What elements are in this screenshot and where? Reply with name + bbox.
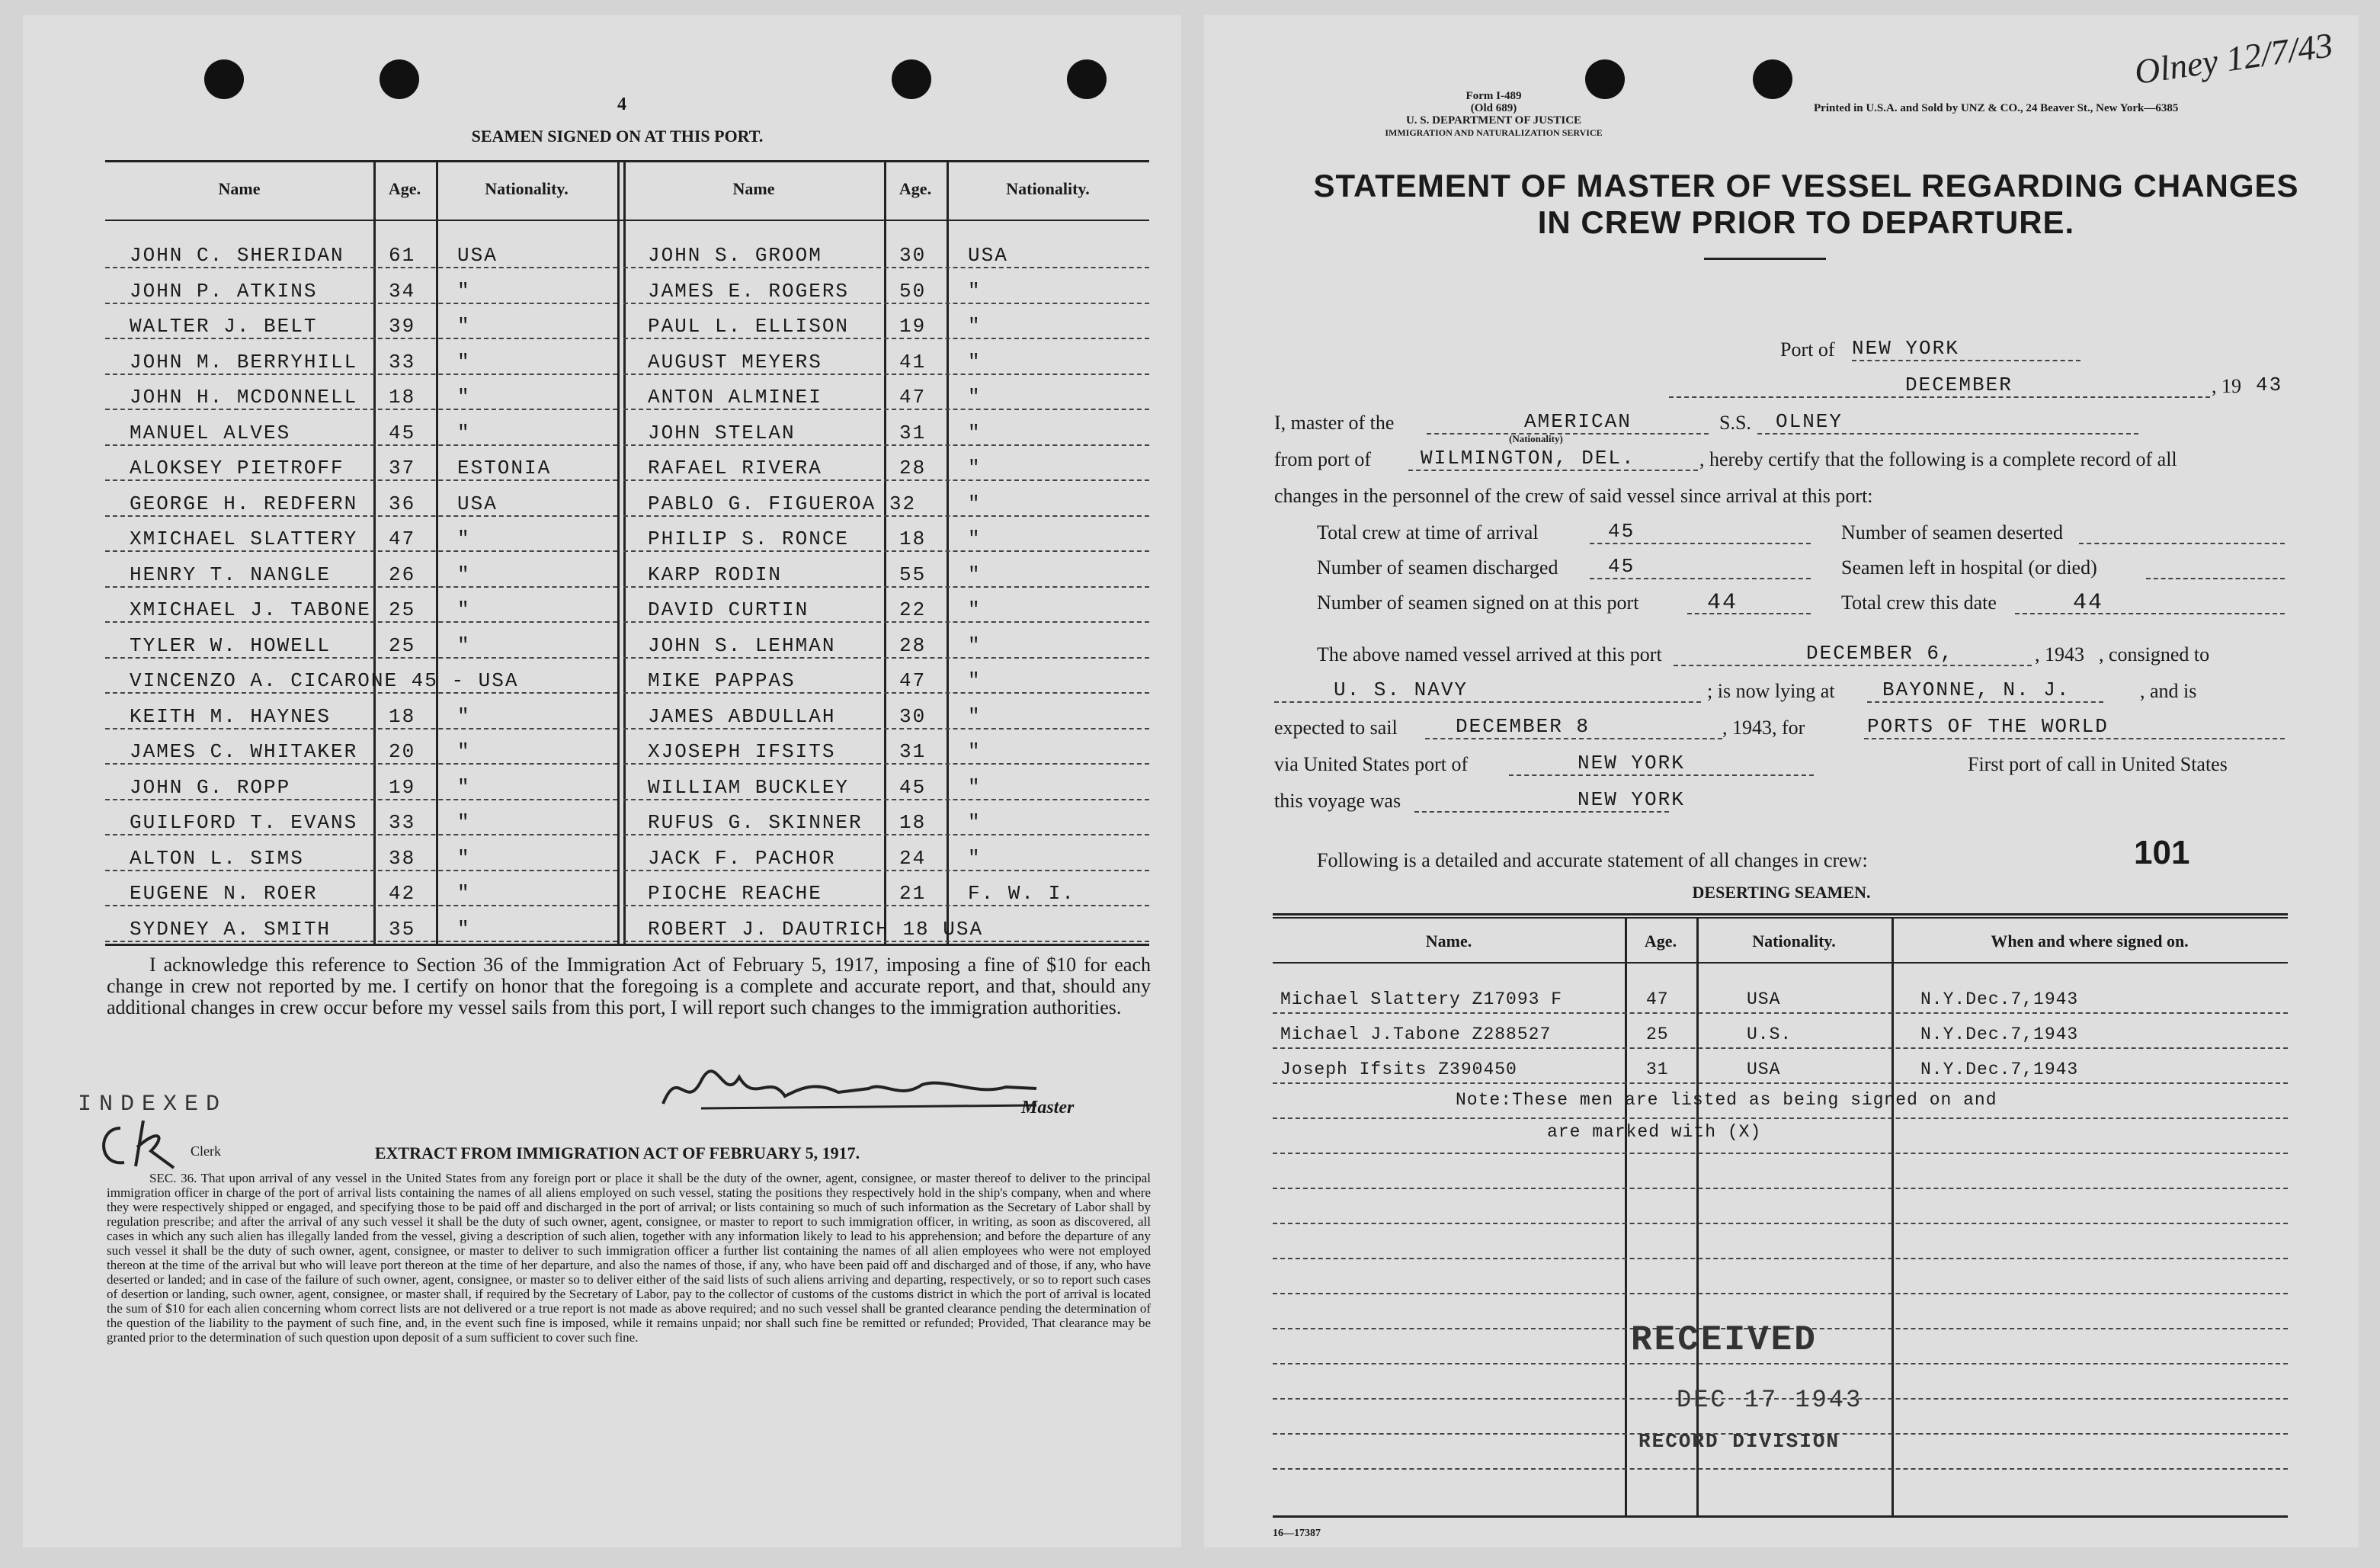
from-port-label: from port of <box>1274 448 1372 470</box>
row-rule <box>623 799 1149 800</box>
row-rule <box>1273 1363 2288 1364</box>
crew-age: 37 <box>389 457 416 479</box>
crew-nationality: " <box>457 882 471 905</box>
crew-age: 30 <box>899 244 927 267</box>
row-rule <box>623 374 1149 375</box>
fill-line <box>1867 701 2103 703</box>
row-rule <box>1273 1468 2288 1470</box>
via-label: via United States port of <box>1274 753 1469 775</box>
crew-name: WALTER J. BELT <box>130 315 318 338</box>
row-rule <box>1273 1153 2288 1154</box>
and-is-text: , and is <box>2140 680 2197 702</box>
via-value: NEW YORK <box>1578 752 1685 774</box>
row-rule <box>623 657 1149 659</box>
crew-nationality: " <box>457 633 471 657</box>
form-body <box>1204 15 2359 1547</box>
crew-nationality: ESTONIA <box>457 457 552 479</box>
note-line-1: Note:These men are listed as being signed on and <box>1456 1090 1997 1110</box>
crew-nationality: " <box>457 527 471 550</box>
port-of-value: NEW YORK <box>1852 337 1959 360</box>
arrived-year: , 1943 <box>2035 643 2084 665</box>
discharged-label: Number of seamen discharged <box>1317 556 1558 579</box>
row-rule <box>105 905 617 906</box>
deserter-name: Michael J.Tabone Z288527 <box>1280 1024 1552 1044</box>
crew-nationality: " <box>457 704 471 728</box>
crew-age: 25 <box>389 633 416 657</box>
row-rule <box>1273 1293 2288 1294</box>
record-division: RECORD DIVISION <box>1638 1430 1840 1453</box>
indexed-stamp: INDEXED <box>78 1092 228 1117</box>
col-rule <box>617 160 620 945</box>
total-date-value: 44 <box>2073 590 2104 616</box>
destination-value: PORTS OF THE WORLD <box>1867 715 2109 738</box>
expected-value: DECEMBER 8 <box>1456 715 1590 738</box>
footer-code: 16—17387 <box>1273 1528 1321 1539</box>
row-rule <box>623 834 1149 835</box>
consigned-text: , consigned to <box>2099 643 2210 665</box>
received-stamp: RECEIVED <box>1631 1320 1818 1360</box>
desert-header-when: When and where signed on. <box>1991 932 2189 951</box>
crew-name: JOHN S. GROOM <box>648 244 822 267</box>
crew-nationality: " <box>968 598 982 621</box>
crew-age: 61 <box>389 244 416 267</box>
fill-line <box>1590 543 1811 544</box>
fill-line <box>1414 811 1669 813</box>
year-prefix: , 19 <box>2212 375 2241 397</box>
following-text: Following is a detailed and accurate statement of all changes in crew: <box>1317 849 1868 871</box>
crew-nationality: " <box>968 279 982 303</box>
row-rule <box>105 479 617 481</box>
crew-name: GEORGE H. REDFERN <box>130 492 358 515</box>
left-title: SEAMEN SIGNED ON AT THIS PORT. <box>471 127 764 146</box>
row-rule <box>623 621 1149 623</box>
deserter-name: Joseph Ifsits Z390450 <box>1280 1060 1517 1079</box>
statement-title-line2: IN CREW PRIOR TO DEPARTURE. <box>1537 204 2075 240</box>
crew-age: 42 <box>389 882 416 905</box>
port-of-label: Port of <box>1780 338 1835 361</box>
total-arrival-value: 45 <box>1608 520 1635 543</box>
row-rule <box>623 728 1149 729</box>
crew-age: 33 <box>389 811 416 834</box>
expected-label: expected to sail <box>1274 717 1398 739</box>
crew-nationality: " <box>457 740 471 763</box>
crew-name: HENRY T. NANGLE <box>130 563 332 586</box>
certify-text: , hereby certify that the following is a complete record of all <box>1699 448 2177 470</box>
row-rule <box>623 409 1149 410</box>
crew-age: 55 <box>899 563 927 586</box>
crew-age: 50 <box>899 279 927 303</box>
row-rule <box>623 763 1149 765</box>
deserter-nationality: U.S. <box>1747 1024 1792 1044</box>
crew-nationality: " <box>968 457 982 479</box>
row-rule <box>623 515 1149 517</box>
form-number: Form I-489 <box>1465 90 1522 102</box>
header-nationality: Nationality. <box>1006 179 1090 198</box>
col-rule <box>1892 917 1894 1515</box>
deserting-bottom-rule <box>1273 1515 2288 1518</box>
crew-nationality: " <box>968 421 982 444</box>
crew-name: KEITH M. HAYNES <box>130 704 332 728</box>
deserter-nationality: USA <box>1747 1060 1781 1079</box>
crew-nationality: " <box>968 527 982 550</box>
deserter-signed-on: N.Y.Dec.7,1943 <box>1920 1024 2079 1044</box>
row-rule <box>105 444 617 446</box>
crew-name: DAVID CURTIN <box>648 598 809 621</box>
crew-age: 19 <box>899 315 927 338</box>
row-rule <box>105 621 617 623</box>
header-age: Age. <box>388 179 421 198</box>
crew-name: AUGUST MEYERS <box>648 350 822 374</box>
deserter-age: 47 <box>1646 989 1669 1009</box>
row-rule <box>105 941 617 942</box>
lying-value: BAYONNE, N. J. <box>1882 678 2071 701</box>
crew-name: MANUEL ALVES <box>130 421 291 444</box>
crew-name: JACK F. PACHOR <box>648 846 836 870</box>
crew-name: TYLER W. HOWELL <box>130 633 332 657</box>
crew-age: 18 <box>389 386 416 409</box>
extract-text: SEC. 36. That upon arrival of any vessel in the United States from any foreign port or place it shall be the duty of the owner, agent, consignee, or master thereof to deliver to the principal immigration officer in charge of the port of arrival lists containing the names of all aliens employed on such vessel, stating the positions they respectively hold in the ship's company, when and where they were respectively shipped or engaged, and specifying those to be paid off and discharged in the port of arrival; or lists containing so much of such information as the Secretary of Labor shall by regulation prescribe; and after the arrival of any such vessel it shall be the duty of such owner, agent, consignee, or master to report to such immigration officer, in writing, as soon as discovered, all cases in which any such alien has illegally landed from the vessel, giving a description of such alien, together with any information likely to lead to his apprehension; and before the departure of any such vessel it shall be the duty of such owner, agent, consignee, or master to deliver to such immigration officer a further list containing the names of all alien employees who were not employed thereon at the time of the arrival but who will leave port thereon at the time of her departure, and also the names of those, if any, who have been paid off and discharged and of those, if any, who have deserted or landed; and in case of the failure of such owner, agent, consignee, or master so to deliver either of the said lists of such aliens arriving and departing, respectively, or so to report such cases of desertion or landing, such owner, agent, consignee, or master shall, if required by the Secretary of Labor, pay to the collector of customs of the customs district in which the port of arrival is located the sum of $10 for each alien concerning whom correct lists are not delivered or a true report is not made as above required; and no such vessel shall be granted clearance pending the determination of the question of the liability to the payment of such fine, and, in the event such fine is imposed, while it remains unpaid; nor shall such fine be remitted or refunded; Provided, That clearance may be granted prior to the determination of such question upon deposit of a sum sufficient to cover such fine. <box>107 1171 1151 1345</box>
sheet-number: 101 <box>2134 834 2190 871</box>
row-rule <box>105 409 617 410</box>
fill-line <box>1864 738 2285 739</box>
crew-name: JOHN C. SHERIDAN <box>130 244 344 267</box>
row-rule <box>105 763 617 765</box>
crew-nationality: " <box>968 315 982 338</box>
crew-age: 41 <box>899 350 927 374</box>
fill-line <box>1408 470 1698 471</box>
deserting-top-rule <box>1273 917 2288 919</box>
statement-title-line1: STATEMENT OF MASTER OF VESSEL REGARDING CHANGES <box>1313 168 2299 204</box>
row-rule <box>1273 1082 2288 1084</box>
crew-nationality: " <box>968 386 982 409</box>
row-rule <box>1273 1117 2288 1119</box>
deserting-top-rule <box>1273 913 2288 915</box>
voyage-label: this voyage was <box>1274 790 1401 812</box>
received-date: DEC 17 1943 <box>1677 1386 1863 1414</box>
crew-name: KARP RODIN <box>648 563 783 586</box>
crew-nationality: " <box>968 775 982 799</box>
crew-age: 18 <box>899 811 927 834</box>
row-rule <box>1273 1188 2288 1189</box>
crew-name: JAMES C. WHITAKER <box>130 740 358 763</box>
crew-name: RAFAEL RIVERA <box>648 457 822 479</box>
crew-nationality: " <box>457 846 471 870</box>
from-port-value: WILMINGTON, DEL. <box>1421 447 1635 470</box>
crew-name: PAUL L. ELLISON <box>648 315 850 338</box>
col-rule <box>884 160 886 945</box>
row-rule <box>105 728 617 729</box>
desert-header-nationality: Nationality. <box>1752 932 1836 951</box>
row-rule <box>105 374 617 375</box>
deserter-name: Michael Slattery Z17093 F <box>1280 989 1563 1009</box>
crew-name: ALOKSEY PIETROFF <box>130 457 344 479</box>
crew-age: 38 <box>389 846 416 870</box>
extract-title: EXTRACT FROM IMMIGRATION ACT OF FEBRUARY 5, 1917. <box>374 1143 860 1162</box>
row-rule <box>105 799 617 800</box>
row-rule <box>105 870 617 871</box>
consignee-value: U. S. NAVY <box>1334 678 1469 701</box>
total-date-label: Total crew this date <box>1841 592 1997 614</box>
crew-nationality: " <box>968 633 982 657</box>
header-nationality: Nationality. <box>485 179 569 198</box>
signed-on-value: 44 <box>1707 590 1738 616</box>
crew-age: 45 <box>389 421 416 444</box>
ship-name: OLNEY <box>1776 410 1843 433</box>
page-number: 4 <box>617 95 626 114</box>
crew-age: 22 <box>899 598 927 621</box>
fill-line <box>1590 578 1811 579</box>
crew-nationality: " <box>457 279 471 303</box>
crew-name: JOHN STELAN <box>648 421 796 444</box>
nationality-caption: (Nationality) <box>1509 433 1563 444</box>
crew-nationality: " <box>968 846 982 870</box>
deserting-title: DESERTING SEAMEN. <box>1692 883 1871 902</box>
fill-line <box>2146 578 2285 579</box>
row-rule <box>623 550 1149 552</box>
signed-on-label: Number of seamen signed on at this port <box>1317 592 1639 614</box>
crew-name: ROBERT J. DAUTRICH 18 USA <box>648 917 984 941</box>
deserting-header-rule <box>1273 962 2288 964</box>
changes-text: changes in the personnel of the crew of said vessel since arrival at this port: <box>1274 485 1873 507</box>
crew-age: 33 <box>389 350 416 374</box>
voyage-value: NEW YORK <box>1578 788 1685 811</box>
lying-label: ; is now lying at <box>1707 680 1835 702</box>
arrived-label: The above named vessel arrived at this port <box>1317 643 1662 665</box>
row-rule <box>623 692 1149 694</box>
row-rule <box>105 586 617 588</box>
crew-name: PIOCHE REACHE <box>648 882 822 905</box>
form-old: (Old 689) <box>1470 102 1517 114</box>
crew-age: 45 <box>899 775 927 799</box>
fill-line <box>2015 613 2285 614</box>
crew-name: ANTON ALMINEI <box>648 386 822 409</box>
row-rule <box>105 550 617 552</box>
col-rule <box>436 160 438 945</box>
crew-nationality: " <box>457 563 471 586</box>
fill-line <box>1687 613 1811 614</box>
clerk-label: Clerk <box>191 1143 221 1159</box>
crew-age: 47 <box>389 527 416 550</box>
deserter-age: 25 <box>1646 1024 1669 1044</box>
row-rule <box>1273 1047 2288 1049</box>
arrived-value: DECEMBER 6, <box>1806 642 1954 665</box>
service: IMMIGRATION AND NATURALIZATION SERVICE <box>1385 127 1603 138</box>
crew-age: 28 <box>899 633 927 657</box>
crew-age: 31 <box>899 421 927 444</box>
deserter-signed-on: N.Y.Dec.7,1943 <box>1920 1060 2079 1079</box>
department: U. S. DEPARTMENT OF JUSTICE <box>1405 114 1582 127</box>
fill-line <box>1674 665 2032 666</box>
crew-nationality: " <box>968 669 982 692</box>
row-rule <box>105 303 617 304</box>
crew-age: 34 <box>389 279 416 303</box>
row-rule <box>105 657 617 659</box>
row-rule <box>105 267 617 268</box>
punch-hole <box>204 59 244 99</box>
deserter-nationality: USA <box>1747 989 1781 1009</box>
master-label: Master <box>1021 1098 1075 1117</box>
crew-age: 36 <box>389 492 416 515</box>
crew-age: 31 <box>899 740 927 763</box>
crew-age: 20 <box>389 740 416 763</box>
fill-line <box>1669 396 2210 398</box>
crew-age: 30 <box>899 704 927 728</box>
table-bottom-rule <box>105 944 1149 946</box>
crew-nationality: " <box>968 350 982 374</box>
fill-line <box>1757 433 2138 434</box>
deserter-age: 31 <box>1646 1060 1669 1079</box>
crew-name: JAMES E. ROGERS <box>648 279 850 303</box>
acknowledgement-text: I acknowledge this reference to Section 36 of the Immigration Act of February 5, 1917, imposing a fine of $10 for each change in crew not reported by me. I certify on honor that the foregoing is a complete and accurate report, and that, should any additional changes in crew occur before my vessel sails from this port, I will report such changes to the immigration authorities. <box>107 954 1151 1018</box>
crew-age: 26 <box>389 563 416 586</box>
fill-line <box>2079 543 2285 544</box>
row-rule <box>105 834 617 835</box>
crew-nationality: " <box>457 598 471 621</box>
row-rule <box>623 444 1149 446</box>
row-rule <box>623 941 1149 942</box>
ss-label: S.S. <box>1719 412 1751 434</box>
row-rule <box>623 870 1149 871</box>
crew-age: 18 <box>389 704 416 728</box>
first-port-label: First port of call in United States <box>1968 753 2228 775</box>
fill-line <box>1425 738 1722 739</box>
printer-line: Printed in U.S.A. and Sold by UNZ & CO., 24 Beaver St., New York—6385 <box>1814 102 2179 114</box>
crew-nationality: " <box>968 811 982 834</box>
crew-name: GUILFORD T. EVANS <box>130 811 358 834</box>
crew-name: PABLO G. FIGUEROA 32 <box>648 492 917 515</box>
crew-age: 28 <box>899 457 927 479</box>
right-page <box>1204 15 2359 1547</box>
crew-age: 21 <box>899 882 927 905</box>
row-rule <box>623 338 1149 339</box>
header-name: Name <box>732 179 775 198</box>
crew-nationality: " <box>457 386 471 409</box>
row-rule <box>623 267 1149 268</box>
discharged-value: 45 <box>1608 555 1635 578</box>
crew-age: 25 <box>389 598 416 621</box>
note-line-2: are marked with (X) <box>1547 1122 1762 1142</box>
fill-line <box>1852 360 2080 361</box>
crew-name: JOHN H. MCDONNELL <box>130 386 358 409</box>
crew-nationality: " <box>457 775 471 799</box>
crew-name: XJOSEPH IFSITS <box>648 740 836 763</box>
row-rule <box>623 479 1149 481</box>
crew-nationality: " <box>457 917 471 941</box>
date-month: DECEMBER <box>1905 374 2013 396</box>
crew-nationality: " <box>968 563 982 586</box>
row-rule <box>105 692 617 694</box>
row-rule <box>1273 1258 2288 1259</box>
crew-age: 18 <box>899 527 927 550</box>
crew-name: SYDNEY A. SMITH <box>130 917 332 941</box>
crew-name: JOHN S. LEHMAN <box>648 633 836 657</box>
header-age: Age. <box>899 179 932 198</box>
fill-line <box>1509 774 1814 776</box>
expected-year: , 1943, for <box>1722 717 1805 739</box>
col-rule <box>947 160 949 945</box>
crew-name: JOHN G. ROPP <box>130 775 291 799</box>
punch-hole <box>1067 59 1107 99</box>
crew-age: 35 <box>389 917 416 941</box>
crew-nationality: " <box>457 350 471 374</box>
total-arrival-label: Total crew at time of arrival <box>1317 521 1539 544</box>
crew-name: XMICHAEL SLATTERY <box>130 527 358 550</box>
crew-nationality: " <box>968 704 982 728</box>
desert-header-age: Age. <box>1644 932 1677 951</box>
fill-line <box>1427 433 1709 434</box>
master-of-label: I, master of the <box>1274 412 1395 434</box>
punch-hole <box>892 59 931 99</box>
col-rule <box>1696 917 1699 1515</box>
crew-nationality: F. W. I. <box>968 882 1075 905</box>
crew-nationality: " <box>457 811 471 834</box>
crew-name: JOHN P. ATKINS <box>130 279 318 303</box>
row-rule <box>1273 1012 2288 1014</box>
col-rule <box>623 160 626 945</box>
crew-name: ALTON L. SIMS <box>130 846 304 870</box>
deserted-label: Number of seamen deserted <box>1841 521 2063 544</box>
col-rule <box>1625 917 1627 1515</box>
hospital-label: Seamen left in hospital (or died) <box>1841 556 2097 579</box>
crew-age: 39 <box>389 315 416 338</box>
crew-age: 24 <box>899 846 927 870</box>
crew-nationality: USA <box>968 244 1008 267</box>
crew-name: PHILIP S. RONCE <box>648 527 850 550</box>
crew-nationality: " <box>457 315 471 338</box>
row-rule <box>105 338 617 339</box>
header-name: Name <box>218 179 261 198</box>
crew-nationality: USA <box>457 244 498 267</box>
table-top-rule <box>105 160 1149 162</box>
crew-name: WILLIAM BUCKLEY <box>648 775 850 799</box>
crew-name: EUGENE N. ROER <box>130 882 318 905</box>
deserter-signed-on: N.Y.Dec.7,1943 <box>1920 989 2079 1009</box>
left-page <box>23 15 1181 1547</box>
desert-header-name: Name. <box>1425 932 1472 951</box>
crew-name: JAMES ABDULLAH <box>648 704 836 728</box>
crew-name: XMICHAEL J. TABONE <box>130 598 371 621</box>
crew-nationality: " <box>968 492 982 515</box>
crew-nationality: USA <box>457 492 498 515</box>
row-rule <box>1273 1223 2288 1224</box>
crew-nationality: " <box>457 421 471 444</box>
row-rule <box>623 905 1149 906</box>
crew-name: RUFUS G. SKINNER <box>648 811 863 834</box>
crew-age: 19 <box>389 775 416 799</box>
crew-name: VINCENZO A. CICARONE 45 - USA <box>130 669 519 692</box>
handwritten-note: Olney 12/7/43 <box>2132 25 2336 91</box>
crew-name: MIKE PAPPAS <box>648 669 796 692</box>
nationality-value: AMERICAN <box>1524 410 1632 433</box>
row-rule <box>623 303 1149 304</box>
row-rule <box>105 515 617 517</box>
crew-age: 47 <box>899 386 927 409</box>
crew-nationality: " <box>968 740 982 763</box>
fill-line <box>1274 701 1701 703</box>
master-signature <box>655 1058 1052 1119</box>
crew-age: 47 <box>899 669 927 692</box>
crew-name: JOHN M. BERRYHILL <box>130 350 358 374</box>
year-value: 43 <box>2256 374 2283 396</box>
header-rule <box>105 220 1149 221</box>
col-rule <box>373 160 376 945</box>
punch-hole <box>380 59 419 99</box>
row-rule <box>623 586 1149 588</box>
